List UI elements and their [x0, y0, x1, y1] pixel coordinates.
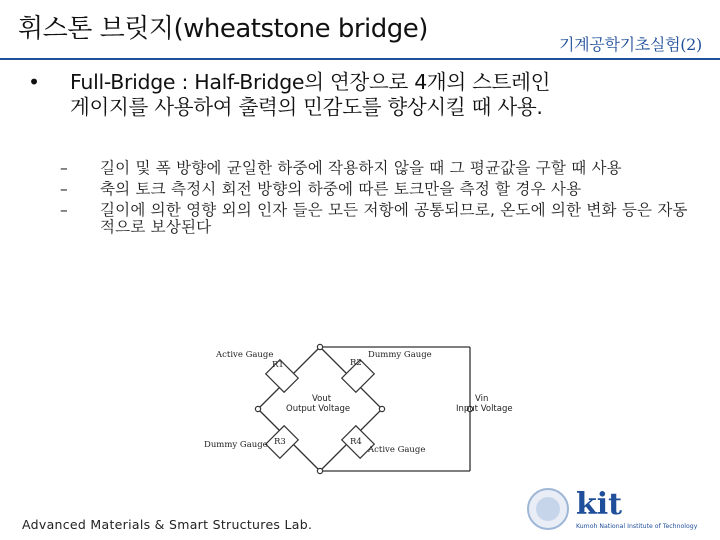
- node-dot-icon: [379, 406, 384, 411]
- label-dummy-gauge-3: Dummy Gauge: [204, 440, 268, 450]
- main-bullet: [28, 70, 698, 120]
- node-dot-icon: [317, 468, 322, 473]
- logo-mark: kit: [576, 487, 623, 522]
- header-divider: [0, 58, 720, 60]
- label-input-voltage: Input Voltage: [456, 404, 513, 414]
- course-name: 기계공학기초실험(2): [558, 35, 702, 54]
- sub-bullet: [60, 202, 700, 236]
- label-r2: R2: [350, 358, 362, 368]
- dash-icon: –: [60, 180, 68, 198]
- label-dummy-gauge-2: Dummy Gauge: [368, 350, 432, 360]
- sub-bullet-text: 축의 토크 측정시 회전 방향의 하중에 따른 토크만을 측정 할 경우 사용: [100, 180, 582, 198]
- dash-icon: –: [60, 159, 68, 177]
- label-vin: Vin: [475, 394, 489, 404]
- footer-lab-name: Advanced Materials & Smart Structures Lab.: [22, 517, 313, 532]
- bullet-dot-icon: •: [28, 70, 41, 94]
- label-vout: Vout: [312, 394, 332, 404]
- label-output-voltage: Output Voltage: [286, 404, 351, 414]
- label-active-gauge-1: Active Gauge: [216, 350, 274, 360]
- label-active-gauge-4: Active Gauge: [368, 445, 426, 455]
- dash-icon: –: [60, 201, 68, 219]
- node-dot-icon: [255, 406, 260, 411]
- logo-institute: Kumoh National Institute of Technology: [576, 523, 698, 530]
- sub-bullet-text: 길이 및 폭 방향에 균일한 하중에 작용하지 않을 때 그 평균값을 구할 때 사용: [100, 159, 622, 177]
- sub-bullet-list: [60, 160, 700, 240]
- sub-bullet-text: 길이에 의한 영향 외의 인자 들은 모든 저항에 공통되므로, 온도에 의한 변화 등은 자동적으로 보상된다: [100, 201, 688, 236]
- node-dot-icon: [317, 344, 322, 349]
- label-r3: R3: [274, 437, 286, 447]
- sub-bullet: [60, 181, 700, 198]
- main-bullet-line-1: Full-Bridge : Half-Bridge의 연장으로 4개의 스트레인: [70, 70, 551, 94]
- label-r4: R4: [350, 437, 362, 447]
- label-r1: R1: [272, 360, 284, 370]
- slide-title: 휘스톤 브릿지(wheatstone bridge): [18, 14, 428, 44]
- wheatstone-bridge-diagram: [190, 335, 530, 485]
- sub-bullet: [60, 160, 700, 177]
- kit-logo: [524, 484, 714, 534]
- main-bullet-line-2: 게이지를 사용하여 출력의 민감도를 향상시킬 때 사용.: [70, 95, 543, 119]
